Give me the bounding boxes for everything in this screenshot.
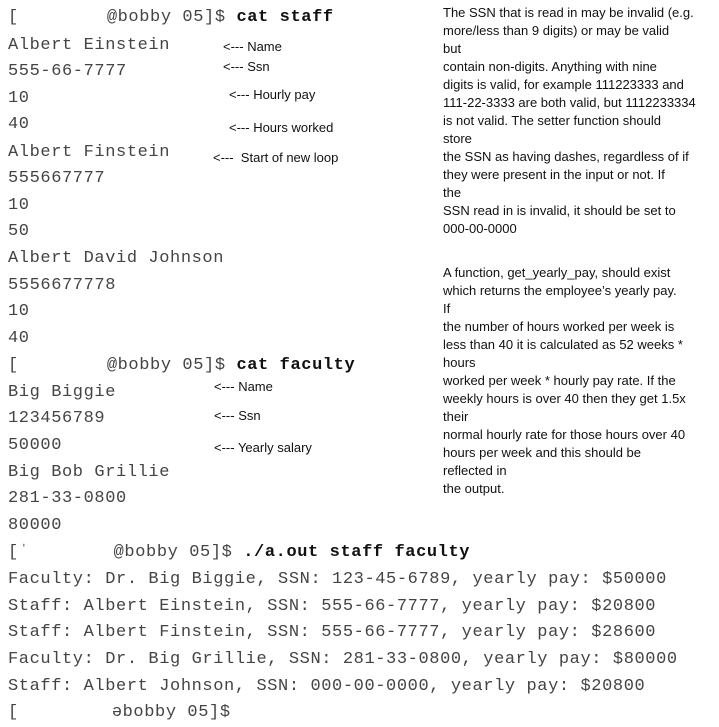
pay-desc-line: the output. <box>443 481 505 496</box>
ssn-desc-line: the <box>443 185 462 200</box>
staff-line-10: 10 <box>8 302 30 321</box>
prompt-user: @bobby 05]$ <box>113 543 233 562</box>
pay-desc-line: If <box>443 301 451 316</box>
output-line-4: Staff: Albert Johnson, SSN: 000-00-0000, yearly pay: $20800 <box>8 677 646 696</box>
annotation-staff-name: <--- Name <box>223 39 282 54</box>
annotation-yearly-salary: <--- Yearly salary <box>214 440 312 455</box>
faculty-line-2: 50000 <box>8 436 63 455</box>
output-line-0: Faculty: Dr. Big Biggie, SSN: 123-45-6789, yearly pay: $50000 <box>8 570 667 589</box>
ssn-desc-line: but <box>443 41 462 56</box>
pay-desc-line: the number of hours worked per week is <box>443 319 675 334</box>
staff-line-6: 10 <box>8 196 30 215</box>
ssn-desc-line: 000-00-0000 <box>443 221 517 236</box>
command-text: cat faculty <box>236 356 356 375</box>
pay-desc-line: their <box>443 409 469 424</box>
annotation-new-loop: <--- Start of new loop <box>213 150 339 165</box>
annotation-staff-ssn: <--- Ssn <box>223 59 270 74</box>
prompt-bracket: [ˈ <box>8 543 30 562</box>
prompt-user: @bobby 05]$ <box>106 356 226 375</box>
pay-description <box>443 264 686 498</box>
ssn-desc-line: 111-22-3333 are both valid, but 1112233334 <box>443 95 696 110</box>
staff-line-9: 5556677778 <box>8 276 117 295</box>
prompt-bracket: [ <box>8 703 19 722</box>
staff-line-2: 10 <box>8 89 30 108</box>
pay-desc-line: worked per week * hourly pay rate. If the <box>443 373 676 388</box>
staff-line-4: Albert Finstein <box>8 143 171 162</box>
command-text: ./a.out staff faculty <box>243 543 471 562</box>
annotation-hourly-pay: <--- Hourly pay <box>229 87 316 102</box>
ssn-desc-line: contain non-digits. Anything with nine <box>443 59 657 74</box>
prompt-bracket: [ <box>8 8 19 27</box>
output-line-2: Staff: Albert Finstein, SSN: 555-66-7777, yearly pay: $28600 <box>8 623 657 642</box>
prompt-user: əbobby 05]$ <box>111 703 231 722</box>
annotation-faculty-ssn: <--- Ssn <box>214 408 261 423</box>
annotation-hours-worked: <--- Hours worked <box>229 120 334 135</box>
pay-desc-line: less than 40 it is calculated as 52 weeks * <box>443 337 683 352</box>
prompt-bracket: [ <box>8 356 19 375</box>
prompt-cat-faculty <box>8 356 355 376</box>
faculty-line-0: Big Biggie <box>8 383 117 402</box>
staff-line-8: Albert David Johnson <box>8 249 225 268</box>
staff-line-7: 50 <box>8 222 30 241</box>
ssn-desc-line: the SSN as having dashes, regardless of if <box>443 149 689 164</box>
ssn-description <box>443 4 696 238</box>
staff-line-11: 40 <box>8 329 30 348</box>
faculty-line-4: 281-33-0800 <box>8 489 127 508</box>
output-line-1: Staff: Albert Einstein, SSN: 555-66-7777, yearly pay: $20800 <box>8 597 657 616</box>
pay-desc-line: weekly hours is over 40 then they get 1.5x <box>443 391 686 406</box>
prompt-final <box>8 703 231 723</box>
prompt-run-program <box>8 543 470 563</box>
annotation-faculty-name: <--- Name <box>214 379 273 394</box>
ssn-desc-line: The SSN that is read in may be invalid (e.g. <box>443 5 694 20</box>
ssn-desc-line: is not valid. The setter function should <box>443 113 661 128</box>
pay-desc-line: which returns the employee’s yearly pay. <box>443 283 677 298</box>
faculty-line-3: Big Bob Grillie <box>8 463 171 482</box>
faculty-line-1: 123456789 <box>8 409 106 428</box>
ssn-desc-line: SSN read in is invalid, it should be set to <box>443 203 676 218</box>
ssn-desc-line: they were present in the input or not. If <box>443 167 665 182</box>
prompt-user: @bobby 05]$ <box>106 8 226 27</box>
prompt-cat-staff <box>8 8 334 28</box>
staff-line-5: 555667777 <box>8 169 106 188</box>
output-line-3: Faculty: Dr. Big Grillie, SSN: 281-33-0800, yearly pay: $80000 <box>8 650 678 669</box>
staff-line-0: Albert Einstein <box>8 36 171 55</box>
pay-desc-line: hours per week and this should be <box>443 445 642 460</box>
command-text: cat staff <box>236 8 334 27</box>
ssn-desc-line: digits is valid, for example 111223333 and <box>443 77 684 92</box>
pay-desc-line: normal hourly rate for those hours over 40 <box>443 427 686 442</box>
staff-line-3: 40 <box>8 115 30 134</box>
pay-desc-line: A function, get_yearly_pay, should exist <box>443 265 671 280</box>
pay-desc-line: reflected in <box>443 463 507 478</box>
staff-line-1: 555-66-7777 <box>8 62 127 81</box>
pay-desc-line: hours <box>443 355 476 370</box>
faculty-line-5: 80000 <box>8 516 63 535</box>
ssn-desc-line: store <box>443 131 472 146</box>
ssn-desc-line: more/less than 9 digits) or may be valid <box>443 23 670 38</box>
